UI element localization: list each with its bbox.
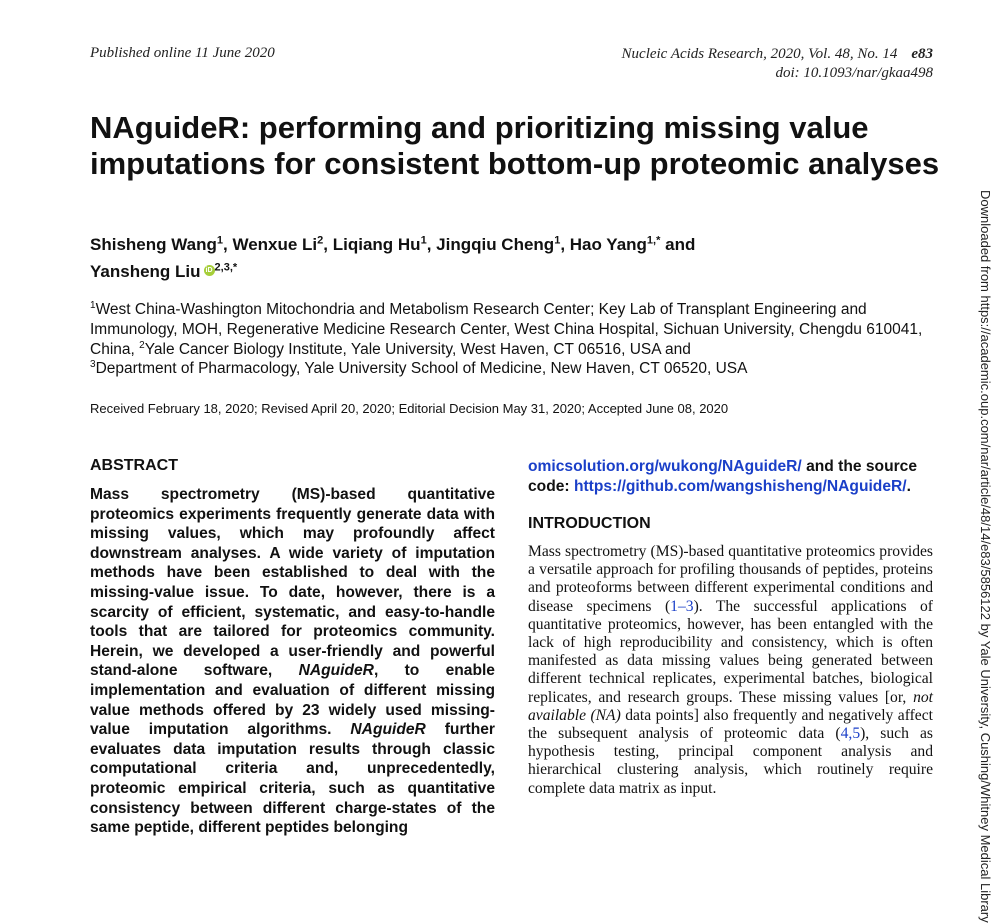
doi[interactable]: doi: 10.1093/nar/gkaa498 bbox=[775, 65, 933, 81]
author-list: Shisheng Wang$^1$, Wenxue Li$^2$, Liqiang Hu$^1$, Jingqiu Cheng$^1$, Hao Yang$^{1,*}$ and Yansheng Liu iD $^{2,3,*}$ bbox=[90, 234, 696, 281]
abstract-part: further evaluates data imputation results through classic computational criteria and, unprecedentedly, proteomic empirical criteria, such as quantitative consistency between different charge-states of the same peptide, different peptides belonging bbox=[90, 721, 495, 837]
links-text: and the source code: bbox=[528, 458, 918, 495]
author-affil: 2,3,* bbox=[214, 261, 238, 274]
abstract-text bbox=[90, 485, 495, 838]
affil-number: 2 bbox=[139, 339, 145, 351]
published-date: Published online 11 June 2020 bbox=[90, 45, 275, 61]
journal-header bbox=[622, 45, 933, 83]
introduction-text bbox=[528, 543, 933, 798]
intro-italic: not available (NA) bbox=[528, 688, 933, 724]
citation-dash: – bbox=[677, 597, 686, 615]
author-name[interactable]: Wenxue Li bbox=[232, 235, 318, 254]
authors-and: and bbox=[665, 235, 696, 254]
citation-comma: , bbox=[848, 725, 853, 743]
author-affil: 2 bbox=[317, 234, 324, 247]
affiliation-text: Yale Cancer Biology Institute, Yale University, West Haven, CT 06516, USA and bbox=[144, 340, 691, 358]
links-end: . bbox=[906, 478, 911, 495]
affil-number: 1 bbox=[90, 299, 96, 311]
github-link[interactable]: https://github.com/wangshisheng/NAguideR/ bbox=[573, 478, 907, 495]
availability-links bbox=[528, 457, 938, 497]
article-id: e83 bbox=[911, 46, 933, 62]
author-affil: 1,* bbox=[646, 234, 661, 247]
intro-part: data points] also frequently and negatively affect the subsequent analysis of proteomic data ( bbox=[528, 706, 933, 743]
orcid-icon[interactable]: iD bbox=[205, 267, 213, 274]
citation-link[interactable]: 1 bbox=[670, 597, 678, 615]
citation-link[interactable]: 3 bbox=[685, 597, 694, 615]
intro-part: Mass spectrometry (MS)-based quantitative proteomics provides a versatile approach for profiling thousands of peptides, proteins and proteoforms between different experimental conditions and disease specimens ( bbox=[528, 543, 933, 615]
download-watermark: Downloaded from https://academic.oup.com/nar/article/48/14/e83/5856122 by Yale University, Cushing/Whitney Medical Library bbox=[978, 190, 993, 923]
affiliation-text: Department of Pharmacology, Yale University School of Medicine, New Haven, CT 06520, USA bbox=[95, 360, 748, 378]
abstract-part: Mass spectrometry (MS)-based quantitative proteomics experiments frequently generate data with missing values, which may profoundly affect downstream analyses. A wide variety of imputation methods have been established to deal with the missing-value issue. To date, however, there is a scarcity of efficient, systematic, and easy-to-handle tools that are tailored for proteomics community. Herein, we developed a user-friendly and powerful stand-alone software, bbox=[90, 486, 495, 680]
author-affil: 1 bbox=[216, 234, 223, 247]
author-name[interactable]: Yansheng Liu bbox=[90, 262, 201, 281]
citation-link[interactable]: 4 bbox=[840, 725, 849, 743]
tool-name: NAguideR bbox=[298, 662, 374, 680]
journal-citation: Nucleic Acids Research, 2020, Vol. 48, No. 14 bbox=[621, 46, 898, 62]
abstract-heading: ABSTRACT bbox=[90, 457, 178, 474]
web-server-link[interactable]: omicsolution.org/wukong/NAguideR/ bbox=[528, 458, 802, 475]
publication-dates: Received February 18, 2020; Revised April 20, 2020; Editorial Decision May 31, 2020; Accepted June 08, 2020 bbox=[90, 401, 729, 416]
tool-name: NAguideR bbox=[350, 721, 426, 739]
abstract-part: , to enable implementation and evaluation of different missing value methods offered by 23 widely used missing-value imputation algorithms. bbox=[90, 662, 495, 739]
affiliations bbox=[90, 300, 950, 379]
intro-part: ), such as hypothesis testing, principal component analysis and hierarchical clustering analysis, which routinely require complete data matrix as input. bbox=[528, 725, 933, 797]
affiliation-text: West China-Washington Mitochondria and Metabolism Research Center; Key Lab of Transplant Engineering and Immunology, MOH, Regenerative Medicine Research Center, West China Hospital, Sichuan University, Chengdu 610041, China, bbox=[90, 301, 923, 358]
citation-link[interactable]: 5 bbox=[852, 725, 861, 743]
affil-number: 3 bbox=[90, 359, 96, 371]
intro-part: ). The successful applications of quantitative proteomics, however, has been entangled with the lack of high reproducibility and consistency, which is often manifested as data missing values being generated between different technical replicates, experimental batches, biological replicates, and research groups. These missing values [or, bbox=[528, 597, 934, 706]
introduction-heading: INTRODUCTION bbox=[528, 515, 651, 532]
author-name[interactable]: Hao Yang bbox=[569, 235, 647, 254]
author-name[interactable]: Jingqiu Cheng bbox=[436, 235, 555, 254]
author-name[interactable]: Liqiang Hu bbox=[332, 235, 421, 254]
author-affil: 1 bbox=[420, 234, 427, 247]
author-affil: 1 bbox=[554, 234, 561, 247]
paper-title: NAguideR: performing and prioritizing missing value imputations for consistent bottom-up proteomic analyses bbox=[90, 110, 940, 181]
author-name[interactable]: Shisheng Wang bbox=[90, 235, 217, 254]
